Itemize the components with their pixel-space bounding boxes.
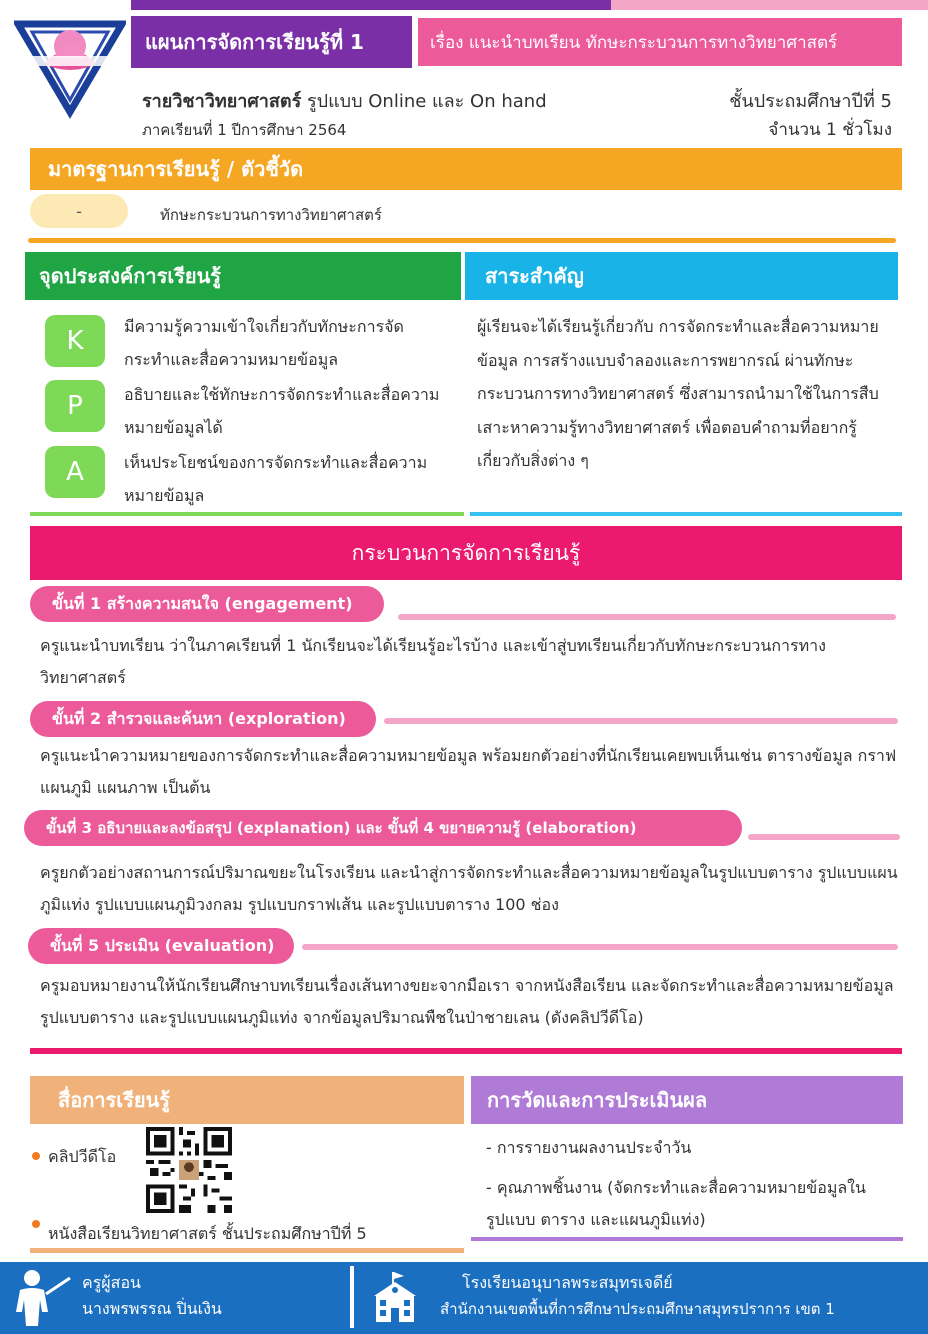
media-heading: สื่อการเรียนรู้ — [30, 1076, 464, 1124]
process-heading: กระบวนการจัดการเรียนรู้ — [30, 526, 902, 580]
subject-line — [142, 86, 547, 115]
media-divider — [30, 1248, 464, 1253]
core-concept-heading: สาระสำคัญ — [465, 252, 898, 300]
process-divider — [30, 1048, 902, 1054]
step-2-line — [384, 718, 898, 724]
school-building-icon — [368, 1270, 422, 1326]
objective-p-badge: P — [45, 380, 105, 432]
step-1-line — [398, 614, 896, 620]
term-info: ภาคเรียนที่ 1 ปีการศึกษา 2564 — [142, 121, 347, 139]
standards-divider — [28, 238, 896, 243]
step-3-line — [748, 834, 900, 840]
step-2-label: ขั้นที่ 2 สำรวจและค้นหา (exploration) — [30, 701, 376, 737]
qr-code-icon[interactable] — [146, 1127, 232, 1213]
standards-heading: มาตรฐานการเรียนรู้ / ตัวชี้วัด — [30, 148, 902, 190]
school-name: โรงเรียนอนุบาลพระสมุทรเจดีย์ — [462, 1273, 673, 1292]
teacher-icon — [12, 1268, 74, 1328]
standards-code: - — [30, 194, 128, 228]
objective-a-text: เห็นประโยชน์ของการจัดกระทำและสื่อความหมายข้อมูล — [124, 453, 428, 505]
footer-divider — [350, 1266, 354, 1328]
teacher-label: ครูผู้สอน — [82, 1273, 141, 1292]
objective-k-badge: K — [45, 315, 105, 367]
objective-p-text: อธิบายและใช้ทักษะการจัดกระทำและสื่อความหมายข้อมูลได้ — [124, 385, 440, 437]
subject-name: รายวิชาวิทยาศาสตร์ — [142, 91, 302, 112]
topic-title: เรื่อง แนะนำบทเรียน ทักษะกระบวนการทางวิทยาศาสตร์ — [418, 18, 902, 66]
step-2-text: ครูแนะนำความหมายของการจัดกระทำและสื่อความหมายข้อมูล พร้อมยกตัวอย่างที่นักเรียนเคยพบเห็นเช่น ตารางข้อมูล กราฟ แผนภูมิ แผนภาพ เป็นต้น — [40, 746, 897, 797]
core-concept-text: ผู้เรียนจะได้เรียนรู้เกี่ยวกับ การจัดกระทำและสื่อความหมายข้อมูล การสร้างแบบจำลองและการพยากรณ์ ผ่านทักษะกระบวนการทางวิทยาศาสตร์ ซึ่งสามารถนำมาใช้ในการสืบเสาะหาความรู้ทางวิทยาศาสตร์ เพื่อตอบคำถามที่อยากรู้ เกี่ยวกับสิ่งต่าง ๆ — [477, 317, 879, 470]
evaluation-heading: การวัดและการประเมินผล — [471, 1076, 903, 1124]
media-item-textbook: หนังสือเรียนวิทยาศาสตร์ ชั้นประถมศึกษาปีที่ 5 — [48, 1224, 367, 1243]
objectives-heading: จุดประสงค์การเรียนรู้ — [25, 252, 461, 300]
evaluation-item-2: - คุณภาพชิ้นงาน (จัดกระทำและสื่อความหมายข้อมูลในรูปแบบ ตาราง และแผนภูมิแท่ง) — [486, 1178, 866, 1229]
evaluation-item-1: - การรายงานผลงานประจำวัน — [486, 1138, 692, 1157]
plan-title: แผนการจัดการเรียนรู้ที่ 1 — [131, 16, 412, 68]
evaluation-divider — [471, 1237, 903, 1241]
teacher-name: นางพรพรรณ ปิ่นเงิน — [82, 1299, 222, 1318]
step-5-line — [302, 944, 898, 950]
education-office: สำนักงานเขตพื้นที่การศึกษาประถมศึกษาสมุทรปราการ เขต 1 — [440, 1300, 835, 1318]
standards-text: ทักษะกระบวนการทางวิทยาศาสตร์ — [160, 206, 382, 224]
step-5-label: ขั้นที่ 5 ประเมิน (evaluation) — [28, 928, 294, 964]
objective-a-badge: A — [45, 446, 105, 498]
bullet-icon — [32, 1220, 40, 1228]
media-item-video: คลิปวีดีโอ — [48, 1147, 117, 1166]
core-divider — [470, 512, 902, 516]
step-1-label: ขั้นที่ 1 สร้างความสนใจ (engagement) — [30, 586, 384, 622]
school-logo — [14, 16, 126, 126]
subject-format: รูปแบบ Online และ On hand — [301, 91, 547, 112]
step-5-text: ครูมอบหมายงานให้นักเรียนศึกษาบทเรียนเรื่องเส้นทางขยะจากมือเรา จากหนังสือเรียน และจัดกระทำและสื่อความหมายข้อมูลรูปแบบตาราง และรูปแบบแผนภูมิแท่ง จากข้อมูลปริมาณพืชในป่าชายเลน (ดังคลิปวีดีโอ) — [40, 976, 894, 1027]
step-3-text: ครูยกตัวอย่างสถานการณ์ปริมาณขยะในโรงเรียน และนำสู่การจัดกระทำและสื่อความหมายข้อมูลในรูปแบบตาราง รูปแบบแผนภูมิแท่ง รูปแบบแผนภูมิวงกลม รูปแบบกราฟเส้น และรูปแบบตาราง 100 ช่อง — [40, 863, 898, 914]
step-3-label: ขั้นที่ 3 อธิบายและลงข้อสรุป (explanation) และ ขั้นที่ 4 ขยายความรู้ (elaboration) — [24, 810, 742, 846]
bullet-icon — [32, 1152, 40, 1160]
top-accent-purple — [131, 0, 611, 10]
objectives-divider — [30, 512, 464, 516]
top-accent-pink — [611, 0, 928, 10]
objective-k-text: มีความรู้ความเข้าใจเกี่ยวกับทักษะการจัดกระทำและสื่อความหมายข้อมูล — [124, 317, 404, 369]
grade-level: ชั้นประถมศึกษาปีที่ 5 — [729, 91, 892, 112]
hours-count: จำนวน 1 ชั่วโมง — [768, 120, 892, 140]
step-1-text: ครูแนะนำบทเรียน ว่าในภาคเรียนที่ 1 นักเรียนจะได้เรียนรู้อะไรบ้าง และเข้าสู่บทเรียนเกี่ยวกับทักษะกระบวนการทางวิทยาศาสตร์ — [40, 636, 826, 687]
